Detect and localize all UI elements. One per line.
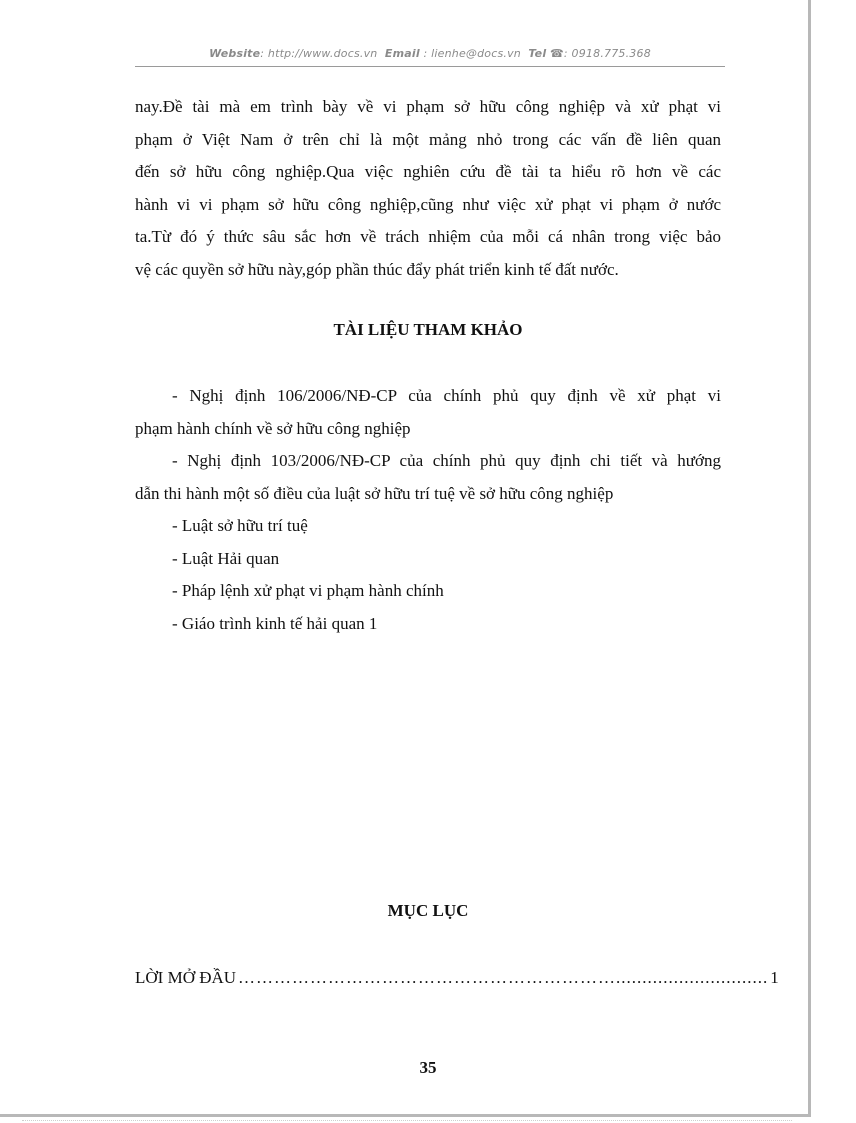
reference-text: - Nghị định 103/2006/NĐ-CP của chính phủ quy định chi tiết và hướng — [172, 451, 721, 470]
references-title: TÀI LIỆU THAM KHẢO — [333, 320, 523, 339]
references-list — [135, 380, 721, 640]
paragraph-line: nay.Đề tài mà em trình bày về vi phạm sở hữu công nghiệp và xử phạt vi — [135, 97, 721, 116]
toc-entry-page: 1 — [770, 968, 779, 987]
page-header — [135, 47, 725, 60]
reference-item — [135, 445, 721, 510]
tel-label: Tel — [528, 47, 547, 60]
paragraph-line: phạm ở Việt Nam ở trên chỉ là một mảng nhỏ trong các vấn đề liên quan — [135, 129, 721, 149]
reference-item — [135, 380, 721, 445]
reference-text-continued: phạm hành chính về sở hữu công nghiệp — [135, 418, 411, 438]
reference-text: - Nghị định 106/2006/NĐ-CP của chính phủ quy định về xử phạt vi — [172, 386, 721, 405]
reference-item: - Luật Hải quan — [172, 548, 280, 568]
website-value: : http://www.docs.vn — [260, 47, 378, 60]
paragraph-line: ta.Từ đó ý thức sâu sắc hơn về trách nhiệm của mỗi cá nhân trong việc bảo — [135, 227, 721, 246]
reference-item: - Luật sở hữu trí tuệ — [172, 516, 308, 535]
email-value: : lienhe@docs.vn — [423, 47, 521, 60]
tel-value: : 0918.775.368 — [563, 47, 651, 60]
body-paragraph — [135, 91, 721, 286]
paragraph-line: đến sở hữu công nghiệp.Qua việc nghiên cứu đề tài ta hiểu rõ hơn về các — [135, 162, 721, 181]
paragraph-line: vệ các quyền sở hữu này,góp phần thúc đẩy phát triển kinh tế đất nước. — [135, 259, 619, 279]
toc-entry-label: LỜI MỞ ĐẦU — [135, 968, 237, 987]
reference-item: - Pháp lệnh xử phạt vi phạm hành chính — [172, 581, 444, 600]
toc-entry[interactable] — [135, 968, 779, 988]
page-number: 35 — [419, 1058, 437, 1077]
email-label: Email — [384, 47, 420, 60]
reference-text-continued: dẫn thi hành một số điều của luật sở hữu trí tuệ về sở hữu công nghiệp — [135, 483, 614, 503]
toc-title: MỤC LỤC — [387, 901, 469, 920]
toc-leader-dots: ………………………………………………………............................. — [238, 968, 769, 987]
paragraph-line: hành vi vi phạm sở hữu công nghiệp,cũng như việc xử phạt vi phạm ở nước — [135, 194, 721, 214]
website-label: Website — [209, 47, 261, 60]
reference-item: - Giáo trình kinh tế hải quan 1 — [172, 613, 378, 633]
header-rule — [135, 66, 725, 67]
page-bottom-divider — [22, 1120, 792, 1121]
phone-icon: ☎ — [550, 47, 564, 60]
